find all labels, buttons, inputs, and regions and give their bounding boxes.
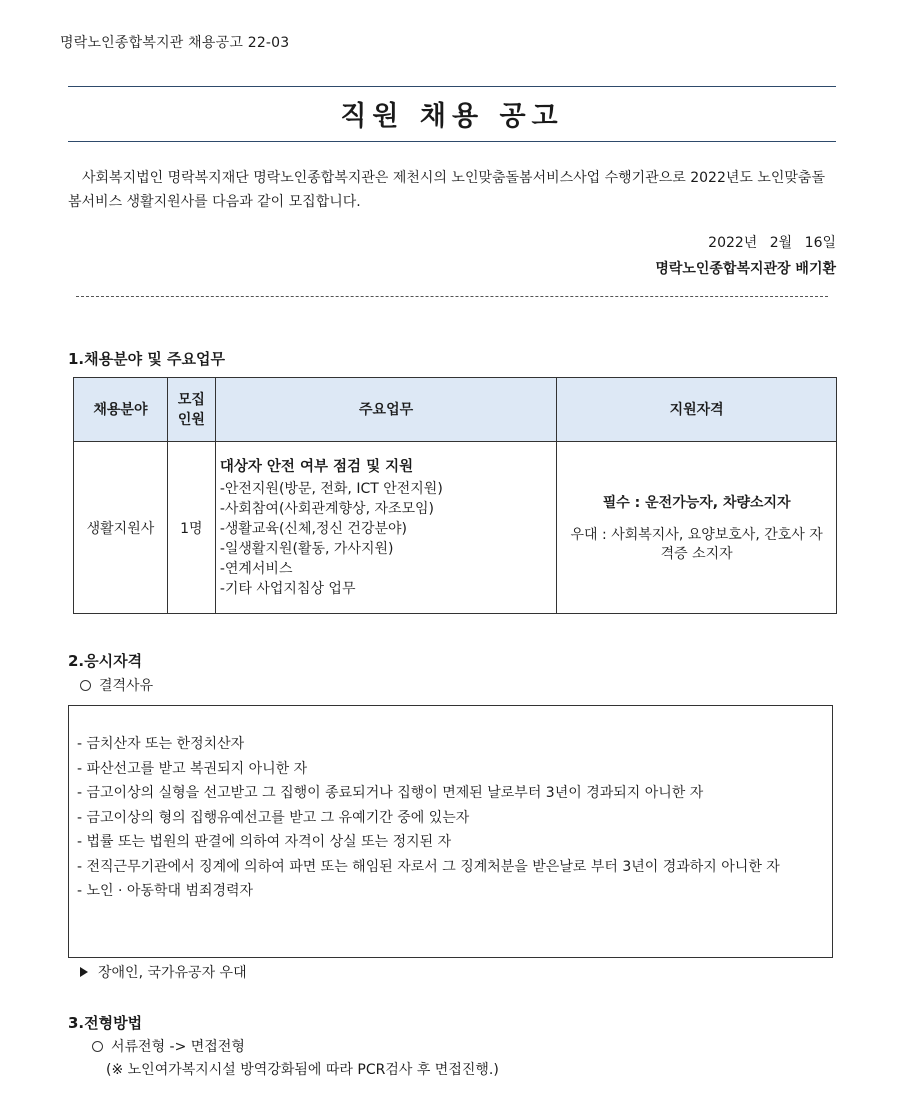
cell-count: 1명: [167, 442, 215, 614]
duty-item: -생활교육(신체,정신 건강분야): [219, 520, 407, 537]
header-duties: 주요업무: [215, 378, 557, 442]
disqualification-label: 결격사유: [99, 678, 154, 694]
page-title: 직원 채용 공고: [340, 101, 564, 132]
list-item: - 전직근무기관에서 징계에 의하여 파면 또는 해임된 자로서 그 징계처분을 받은날로 부터 3년이 경과하지 아니한 자: [77, 858, 780, 875]
triangle-bullet-icon: [80, 967, 88, 977]
cell-qualification: [557, 442, 837, 614]
header-count: [167, 378, 215, 442]
cell-duties: [215, 442, 557, 614]
list-item: - 금치산자 또는 한정치산자: [77, 736, 245, 752]
method-note: (※ 노인여가복지시설 방역강화됨에 따라 PCR검사 후 면접진행.): [106, 1062, 499, 1078]
method-text: 서류전형 -> 면접전형: [111, 1039, 245, 1055]
job-table: [73, 377, 837, 614]
list-item: - 금고이상의 실형을 선고받고 그 집행이 종료되거나 집행이 면제된 날로부터 3년이 경과되지 아니한 자: [77, 785, 704, 801]
list-item: - 노인 · 아동학대 범죄경력자: [77, 883, 254, 899]
signature-name: 명락노인종합복지관장 배기환: [655, 261, 836, 277]
duty-head: 대상자 안전 여부 점검 및 지원: [219, 458, 414, 475]
notice-id: 명락노인종합복지관 채용공고 22-03: [60, 35, 290, 51]
required-qualification: 필수 : 운전가능자, 차량소지자: [602, 494, 791, 511]
duty-item: -사회참여(사회관계향상, 자조모임): [219, 500, 435, 517]
dashed-divider: [76, 296, 828, 297]
section2-title: 2.응시자격: [68, 652, 143, 670]
method-line: [92, 1036, 245, 1056]
header-count-label: 모집 인원: [177, 391, 205, 428]
duty-item: -연계서비스: [219, 560, 293, 577]
title-rule-bottom: [68, 141, 836, 142]
preferred-qualification: 우대 : 사회복지사, 요양보호사, 간호사 자격증 소지자: [570, 526, 823, 562]
preference-text: 장애인, 국가유공자 우대: [98, 965, 247, 981]
header-qualification: 지원자격: [557, 378, 837, 442]
circle-bullet-icon: [80, 680, 91, 691]
duty-item: -기타 사업지침상 업무: [219, 580, 356, 597]
disqualification-box: [68, 705, 833, 958]
header-field: 채용분야: [74, 378, 168, 442]
table-row: [74, 442, 837, 614]
table-header-row: [74, 378, 837, 442]
preference-line: [80, 962, 247, 982]
list-item: - 법률 또는 법원의 판결에 의하여 자격이 상실 또는 정지된 자: [77, 834, 452, 850]
cell-field: 생활지원사: [74, 442, 168, 614]
intro-paragraph: [68, 166, 836, 214]
list-item: - 금고이상의 형의 집행유예선고를 받고 그 유예기간 중에 있는자: [77, 809, 470, 826]
disqualification-heading: [80, 675, 153, 695]
section1-title: 1.채용분야 및 주요업무: [68, 350, 225, 368]
title-rule-top: [68, 86, 836, 87]
list-item: - 파산선고를 받고 복권되지 아니한 자: [77, 760, 308, 777]
circle-bullet-icon: [92, 1041, 103, 1052]
duty-item: -일생활지원(활동, 가사지원): [219, 540, 394, 557]
section3-title: 3.전형방법: [68, 1014, 143, 1032]
intro-text: 사회복지법인 명락복지재단 명락노인종합복지관은 제천시의 노인맞춤돌봄서비스사업 수행기관으로 2022년도 노인맞춤돌봄서비스 생활지원사를 다음과 같이 모집합니다.: [68, 170, 825, 210]
signature-date: 2022년 2월 16일: [708, 235, 836, 251]
duty-item: -안전지원(방문, 전화, ICT 안전지원): [219, 480, 443, 497]
